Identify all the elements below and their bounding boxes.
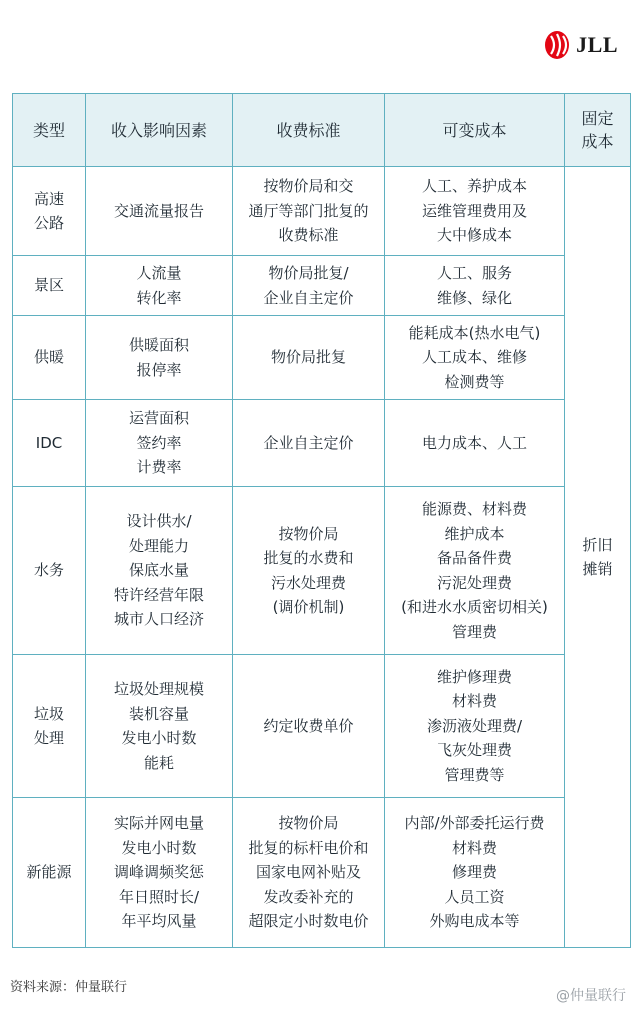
header-variable: 可变成本: [385, 94, 565, 167]
cell-variable: [385, 316, 565, 400]
cell-type: [13, 487, 86, 655]
cell-line: 渗沥液处理费/: [426, 716, 523, 735]
cell-line: 电力成本、人工: [421, 433, 527, 452]
cell-line: 国家电网补贴及: [255, 863, 361, 882]
cell-line: 处理能力: [128, 536, 189, 555]
cell-income: [86, 487, 233, 655]
cell-line: 能耗成本(热水电气): [408, 323, 541, 342]
cell-line: 新能源: [26, 863, 72, 882]
cell-line: (调价机制): [272, 598, 345, 616]
cell-line: 实际并网电量: [113, 814, 204, 833]
cell-line: 保底水量: [128, 561, 189, 580]
cell-line: 维护修理费: [436, 667, 512, 686]
logo-text: JLL: [576, 32, 618, 57]
cell-type: [13, 798, 86, 948]
cell-line: 管理费等: [444, 765, 505, 784]
jll-logo: [544, 30, 618, 60]
cell-income: [86, 798, 233, 948]
cell-line: 人员工资: [444, 887, 505, 906]
cell-line: 材料费: [451, 692, 497, 711]
cell-line: 交通流量报告: [113, 201, 204, 220]
cell-line: 污泥处理费: [436, 573, 512, 592]
cell-line: 调峰调频奖惩: [113, 863, 204, 882]
jll-emblem-icon: [544, 30, 570, 60]
cell-type: [13, 316, 86, 400]
cell-line: 物价局批复: [270, 348, 346, 367]
cell-fee: [233, 400, 385, 487]
cell-variable: [385, 256, 565, 316]
cell-line: 设计供水/: [126, 512, 192, 531]
cell-line: 批复的标杆电价和: [248, 838, 369, 857]
table-row: [13, 400, 631, 487]
table-row: [13, 487, 631, 655]
cell-line: 备品备件费: [436, 549, 512, 567]
cell-line: 企业自主定价: [263, 433, 354, 452]
cell-line: 维修、绿化: [436, 288, 512, 307]
cell-line: 发电小时数: [121, 729, 197, 747]
cell-income: [86, 316, 233, 400]
cell-line: 能耗: [143, 753, 174, 772]
cell-line: 修理费: [451, 863, 497, 882]
table-row: [13, 316, 631, 400]
cell-line: 年平均风量: [121, 912, 197, 931]
cell-line: 年日照时长/: [118, 887, 200, 906]
cell-line: 公路: [33, 214, 64, 232]
cell-type: [13, 655, 86, 798]
cell-line: 运维管理费用及: [421, 201, 527, 220]
cell-line: 发电小时数: [121, 838, 197, 857]
cell-line: 特许经营年限: [113, 585, 204, 604]
cell-income: [86, 256, 233, 316]
cell-line: 飞灰处理费: [436, 741, 512, 760]
cell-line: 内部/外部委托运行费: [404, 814, 545, 833]
cell-income: [86, 655, 233, 798]
source-note: 资料来源：仲量联行: [10, 980, 128, 995]
cell-line: 人工成本、维修: [421, 348, 527, 367]
fixed-cost-cell: 折旧 摊销: [565, 167, 631, 948]
cell-line: 污水处理费: [270, 573, 346, 592]
cell-line: 高速: [33, 189, 64, 208]
cell-line: 人工、养护成本: [421, 177, 527, 196]
cell-line: 维护成本: [444, 524, 505, 543]
cell-type: [13, 167, 86, 256]
cell-fee: [233, 316, 385, 400]
cell-line: 收费标准: [278, 226, 339, 245]
table-row: [13, 655, 631, 798]
table-header-row: [13, 94, 631, 167]
business-cost-table: [12, 93, 631, 948]
cell-variable: [385, 400, 565, 487]
cell-line: 运营面积: [128, 409, 189, 428]
cell-variable: [385, 167, 565, 256]
watermark: @仲量联行: [556, 988, 626, 1004]
cell-fee: [233, 167, 385, 256]
cell-fee: [233, 655, 385, 798]
cell-line: 通厅等部门批复的: [248, 201, 369, 220]
cell-line: 景区: [33, 276, 64, 295]
cell-line: 外购电成本等: [429, 912, 520, 931]
cell-line: 供暖: [33, 348, 64, 367]
cell-line: 大中修成本: [436, 226, 512, 245]
cell-line: 管理费: [451, 622, 497, 641]
cell-line: 人工、服务: [436, 264, 512, 282]
cell-line: 人流量: [136, 264, 182, 282]
cell-variable: [385, 487, 565, 655]
cell-line: 计费率: [136, 458, 182, 477]
cell-line: 城市人口经济: [113, 610, 204, 629]
cell-fee: [233, 256, 385, 316]
cell-type: [13, 400, 86, 487]
header-fee: 收费标准: [233, 94, 385, 167]
cell-line: 批复的水费和: [263, 549, 354, 567]
cell-income: [86, 400, 233, 487]
cell-line: 超限定小时数电价: [248, 912, 369, 931]
cell-line: 签约率: [136, 433, 182, 452]
cell-line: 能源费、材料费: [421, 500, 527, 518]
header-fixed: 固定 成本: [565, 94, 631, 167]
table-row: [13, 798, 631, 948]
cell-fee: [233, 798, 385, 948]
table-row: [13, 256, 631, 316]
cell-line: 报停率: [136, 360, 182, 379]
cell-line: 供暖面积: [128, 336, 189, 354]
cell-line: 装机容量: [128, 704, 189, 723]
cell-line: 材料费: [451, 838, 497, 857]
cell-line: IDC: [35, 433, 63, 452]
cell-line: 垃圾处理规模: [113, 680, 204, 698]
cell-line: 检测费等: [444, 372, 505, 391]
cell-income: [86, 167, 233, 256]
cell-line: 垃圾: [33, 704, 64, 723]
cell-fee: [233, 487, 385, 655]
cell-line: 转化率: [136, 288, 182, 307]
cell-line: (和进水水质密切相关): [401, 598, 548, 616]
header-income: 收入影响因素: [86, 94, 233, 167]
cell-line: 约定收费单价: [263, 716, 354, 735]
cell-line: 物价局批复/: [268, 264, 349, 282]
cell-line: 企业自主定价: [263, 288, 354, 307]
cell-line: 水务: [33, 561, 64, 580]
cell-type: [13, 256, 86, 316]
table-row: [13, 167, 631, 256]
header-type: 类型: [13, 94, 86, 167]
cell-line: 发改委补充的: [263, 887, 354, 906]
cell-line: 按物价局: [278, 814, 339, 833]
cell-line: 按物价局: [278, 524, 339, 543]
cell-variable: [385, 655, 565, 798]
cell-line: 处理: [33, 729, 64, 747]
cell-variable: [385, 798, 565, 948]
cell-line: 按物价局和交: [263, 177, 354, 196]
